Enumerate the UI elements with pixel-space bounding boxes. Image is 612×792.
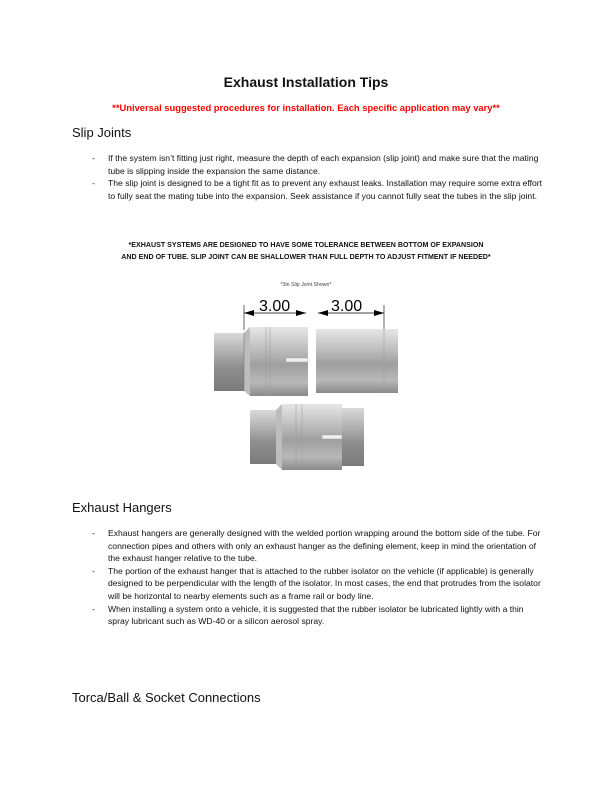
hanger-bullets <box>92 527 544 628</box>
notice-line: AND END OF TUBE. SLIP JOINT CAN BE SHALLOWER THAN FULL DEPTH TO ADJUST FITMENT IF NEEDED* <box>121 252 491 261</box>
page-title: Exhaust Installation Tips <box>223 74 389 90</box>
notice-line: *EXHAUST SYSTEMS ARE DESIGNED TO HAVE SOME TOLERANCE BETWEEN BOTTOM OF EXPANSION <box>128 241 484 249</box>
dimension-label-left: 3.00 <box>259 298 291 315</box>
disclaimer-subtitle: **Universal suggested procedures for installation. Each specific application may vary** <box>112 102 500 113</box>
bullet-item: - The portion of the exhaust hanger that is attached to the rubber isolator on the vehicle (if applicable) is generally designed to be perpendicular with the length of the isolator. In most cases, the end that protrudes from the isolator will be horizontal to nearby elements such as a frame rail or body line. <box>92 565 544 603</box>
bullet-item: - The slip joint is designed to be a tight fit as to prevent any exhaust leaks. Installation may require some extra effort to fully seat the mating tube into the expansion. Seek assistance if you cannot fully seat the tubes in the slip joint. <box>92 177 544 202</box>
straight-tube-right <box>316 329 398 393</box>
expanded-tube-left <box>214 327 308 396</box>
bullet-item: - Exhaust hangers are generally designed with the welded portion wrapping around the bottom side of the tube. For connection pipes and others with only an exhaust hanger as the defining element, keep in mind the orientation of the exhaust hanger relative to the tube. <box>92 527 544 565</box>
assembled-slip-joint <box>250 404 364 470</box>
heading-torca-connections: Torca/Ball & Socket Connections <box>72 690 261 705</box>
figure-caption: *3in Slip Joint Shown* <box>280 282 332 288</box>
bullet-item: - If the system isn’t fitting just right, measure the depth of each expansion (slip joint) and make sure that the mating tube is slipping inside the expansion the same distance. <box>92 152 544 177</box>
dimension-label-right: 3.00 <box>331 298 363 315</box>
heading-exhaust-hangers: Exhaust Hangers <box>72 500 172 515</box>
bullet-item: - When installing a system onto a vehicle, it is suggested that the rubber isolator be lubricated lightly with a thin spray lubricant such as WD-40 or a silicon aerosol spray. <box>92 603 544 628</box>
heading-slip-joints: Slip Joints <box>72 125 132 140</box>
